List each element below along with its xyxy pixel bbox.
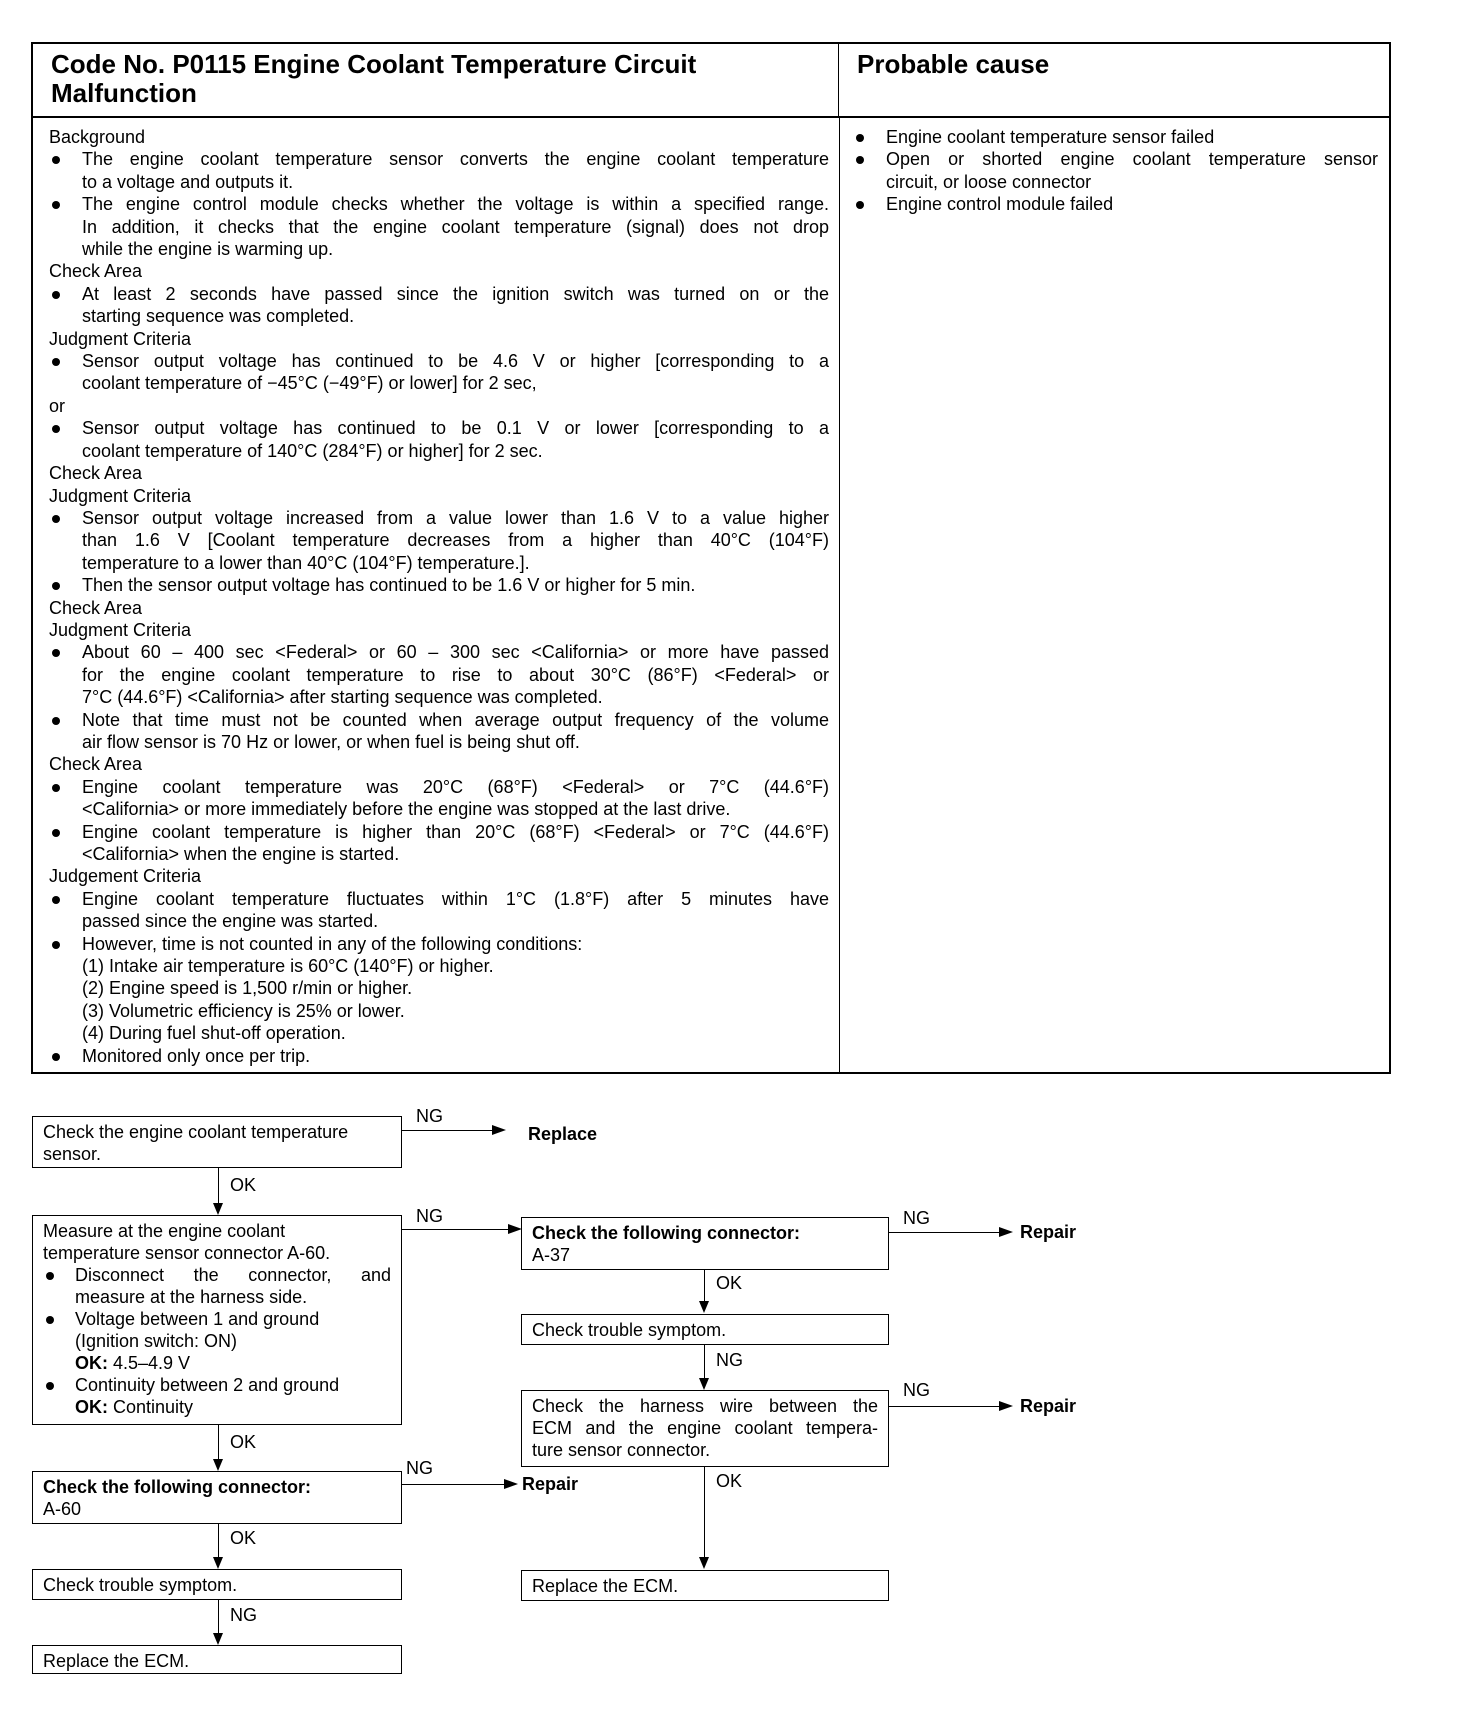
probable-causes-list [853, 126, 1378, 216]
section-label: or [49, 395, 66, 416]
step-measure-connector [32, 1215, 402, 1425]
section-label: Judgment Criteria [49, 619, 192, 640]
step-title: Check the following connector: [43, 1477, 312, 1497]
arrow-down-icon [213, 1203, 223, 1215]
bullet-line: <California> or more immediately before the engine was stopped at the last drive. [82, 799, 731, 820]
ok-spec-label: OK: [75, 1397, 108, 1417]
section-label: Check Area [49, 261, 143, 282]
arrow-down-icon [699, 1378, 709, 1390]
bullet-line: (2) Engine speed is 1,500 r/min or higher. [82, 978, 413, 999]
ok-arrow-line [218, 1425, 219, 1460]
ok-label: OK [230, 1175, 257, 1195]
step-text: Check the harness wire between the [532, 1396, 878, 1416]
ng-label: NG [230, 1605, 257, 1625]
bullet-line: However, time is not counted in any of the following conditions: [82, 933, 583, 954]
section-label: Check Area [49, 463, 143, 484]
bullet-line: (1) Intake air temperature is 60°C (140°F) or higher. [82, 956, 494, 977]
ng-label: NG [406, 1458, 433, 1478]
step-title: Check the following connector: [532, 1223, 801, 1243]
bullet-line: Engine coolant temperature fluctuates within 1°C (1.8°F) after 5 minutes have [82, 888, 829, 909]
section-label: Check Area [49, 754, 143, 775]
cause-line: Open or shorted engine coolant temperature sensor [886, 149, 1378, 170]
step-text: Voltage between 1 and ground [75, 1309, 320, 1329]
bullet-item [49, 888, 829, 933]
bullet-line: The engine control module checks whether the voltage is within a specified range. [82, 194, 829, 215]
bullet-line: temperature to a lower than 40°C (104°F) temperature.]. [82, 552, 530, 573]
bullet-item [49, 148, 829, 193]
connector-id: A-60 [43, 1499, 82, 1519]
ng-arrow-line [402, 1229, 508, 1230]
connector-id: A-37 [532, 1245, 571, 1265]
code-title [33, 44, 839, 118]
bullet-line: The engine coolant temperature sensor converts the engine coolant temperature [82, 149, 829, 170]
bullet-line: passed since the engine was started. [82, 911, 379, 932]
bullet-line: At least 2 seconds have passed since the ignition switch was turned on or the [82, 283, 829, 304]
arrow-right-icon [999, 1227, 1013, 1237]
arrow-right-icon [504, 1479, 518, 1489]
ng-arrow-line [218, 1600, 219, 1634]
bullet-line: Then the sensor output voltage has continued to be 1.6 V or higher for 5 min. [82, 575, 696, 596]
step-replace-ecm: Replace the ECM. [32, 1645, 402, 1674]
ok-arrow-line [704, 1270, 705, 1302]
arrow-right-icon [999, 1401, 1013, 1411]
bullet-item [49, 350, 829, 395]
bullet-item [49, 1045, 829, 1067]
bullet-line: Engine coolant temperature was 20°C (68°F) <Federal> or 7°C (44.6°F) [82, 776, 829, 797]
arrow-down-icon [213, 1633, 223, 1645]
ng-label: NG [416, 1106, 443, 1126]
ok-label: OK [716, 1471, 743, 1491]
ok-label: OK [230, 1528, 257, 1548]
ng-arrow-line [402, 1484, 504, 1485]
step-check-trouble-symptom: Check trouble symptom. [521, 1314, 889, 1345]
title-line: Malfunction [51, 78, 197, 108]
bullet-item [49, 193, 829, 260]
ng-arrow-line [704, 1345, 705, 1379]
bullet-item [49, 641, 829, 708]
step-text: Continuity between 2 and ground [75, 1375, 340, 1395]
step-text: ECM and the engine coolant tempera- [532, 1418, 878, 1438]
bullet-line: Engine coolant temperature is higher than 20°C (68°F) <Federal> or 7°C (44.6°F) [82, 821, 829, 842]
step-text: measure at the harness side. [75, 1287, 308, 1307]
bullet-line: Sensor output voltage has continued to be 4.6 V or higher [corresponding to a [82, 351, 829, 372]
ok-arrow-line [704, 1467, 705, 1558]
conditions-text [49, 126, 829, 1067]
arrow-down-icon [699, 1557, 709, 1569]
step-check-harness-wire [521, 1390, 889, 1467]
bullet-item [49, 417, 829, 462]
ok-spec-label: OK: [75, 1353, 108, 1373]
step-replace-ecm: Replace the ECM. [521, 1570, 889, 1601]
bullet-line: air flow sensor is 70 Hz or lower, or when fuel is being shut off. [82, 731, 580, 752]
step-check-sensor [32, 1116, 402, 1168]
cause-line: Engine control module failed [886, 194, 1114, 215]
ng-arrow-line [889, 1406, 999, 1407]
bullet-line: than 1.6 V [Coolant temperature decreases from a higher than 40°C (104°F) [82, 530, 829, 551]
step-check-trouble-symptom: Check trouble symptom. [32, 1569, 402, 1600]
step-text: sensor. [43, 1144, 102, 1164]
bullet-line: (4) During fuel shut-off operation. [82, 1023, 346, 1044]
bullet-item [49, 709, 829, 754]
step-text: Measure at the engine coolant [43, 1221, 286, 1241]
step-text: (Ignition switch: ON) [75, 1331, 238, 1351]
step-text: Check the engine coolant temperature [43, 1122, 349, 1142]
title-line: Code No. P0115 Engine Coolant Temperature Circuit [51, 49, 697, 79]
bullet-line: Monitored only once per trip. [82, 1045, 311, 1066]
column-divider [839, 118, 840, 1072]
arrow-down-icon [699, 1301, 709, 1313]
ng-label: NG [903, 1380, 930, 1400]
cause-item [853, 148, 1378, 193]
bullet-line: About 60 – 400 sec <Federal> or 60 – 300 sec <California> or more have passed [82, 642, 829, 663]
step-check-connector-a60 [32, 1471, 402, 1524]
step-text: ture sensor connector. [532, 1440, 711, 1460]
bullet-line: starting sequence was completed. [82, 306, 355, 327]
probable-cause-heading: Probable cause [839, 44, 1389, 118]
diagnostic-table [31, 42, 1391, 1074]
section-label: Check Area [49, 597, 143, 618]
bullet-item [49, 507, 829, 574]
bullet-line: Note that time must not be counted when average output frequency of the volume [82, 709, 829, 730]
section-label: Judgment Criteria [49, 485, 192, 506]
bullet-item [49, 574, 829, 596]
cause-line: Engine coolant temperature sensor failed [886, 127, 1215, 147]
result-repair: Repair [522, 1474, 579, 1494]
arrow-right-icon [508, 1224, 522, 1234]
ok-label: OK [230, 1432, 257, 1452]
bullet-item [49, 821, 829, 866]
step-text: Disconnect the connector, and [75, 1265, 391, 1285]
ok-spec-value: Continuity [108, 1397, 194, 1417]
ng-label: NG [903, 1208, 930, 1228]
ok-spec-value: 4.5–4.9 V [108, 1353, 191, 1373]
arrow-right-icon [492, 1125, 506, 1135]
arrow-down-icon [213, 1557, 223, 1569]
section-label: Judgment Criteria [49, 328, 192, 349]
bullet-line: 7°C (44.6°F) <California> after starting sequence was completed. [82, 687, 603, 708]
ok-arrow-line [218, 1524, 219, 1558]
bullet-line: to a voltage and outputs it. [82, 171, 294, 192]
ok-arrow-line [218, 1168, 219, 1204]
bullet-line: for the engine coolant temperature to rise to about 30°C (86°F) <Federal> or [82, 664, 829, 685]
result-replace: Replace [528, 1124, 598, 1144]
bullet-line: Sensor output voltage increased from a value lower than 1.6 V to a value higher [82, 507, 829, 528]
bullet-item [49, 776, 829, 821]
arrow-down-icon [213, 1459, 223, 1471]
section-label: Background [49, 127, 146, 147]
bullet-line: <California> when the engine is started. [82, 844, 400, 864]
step-text: temperature sensor connector A-60. [43, 1243, 331, 1263]
ng-label: NG [716, 1350, 743, 1370]
step-check-connector-a37 [521, 1217, 889, 1270]
bullet-line: coolant temperature of −45°C (−49°F) or lower] for 2 sec, [82, 373, 537, 394]
result-repair: Repair [1020, 1222, 1077, 1242]
ng-arrow-line [889, 1232, 999, 1233]
bullet-line: coolant temperature of 140°C (284°F) or higher] for 2 sec. [82, 440, 543, 461]
ng-label: NG [416, 1206, 443, 1226]
ok-label: OK [716, 1273, 743, 1293]
ng-arrow-line [402, 1130, 492, 1131]
cause-item [853, 193, 1378, 215]
bullet-line: while the engine is warming up. [82, 239, 334, 260]
bullet-item [49, 933, 829, 1045]
bullet-line: Sensor output voltage has continued to be 0.1 V or lower [corresponding to a [82, 418, 829, 439]
result-repair: Repair [1020, 1396, 1077, 1416]
cause-item [853, 126, 1378, 148]
bullet-line: (3) Volumetric efficiency is 25% or lower. [82, 1000, 405, 1021]
section-label: Judgement Criteria [49, 866, 202, 887]
bullet-item [49, 283, 829, 328]
cause-line: circuit, or loose connector [886, 171, 1092, 192]
bullet-line: In addition, it checks that the engine coolant temperature (signal) does not drop [82, 216, 829, 237]
